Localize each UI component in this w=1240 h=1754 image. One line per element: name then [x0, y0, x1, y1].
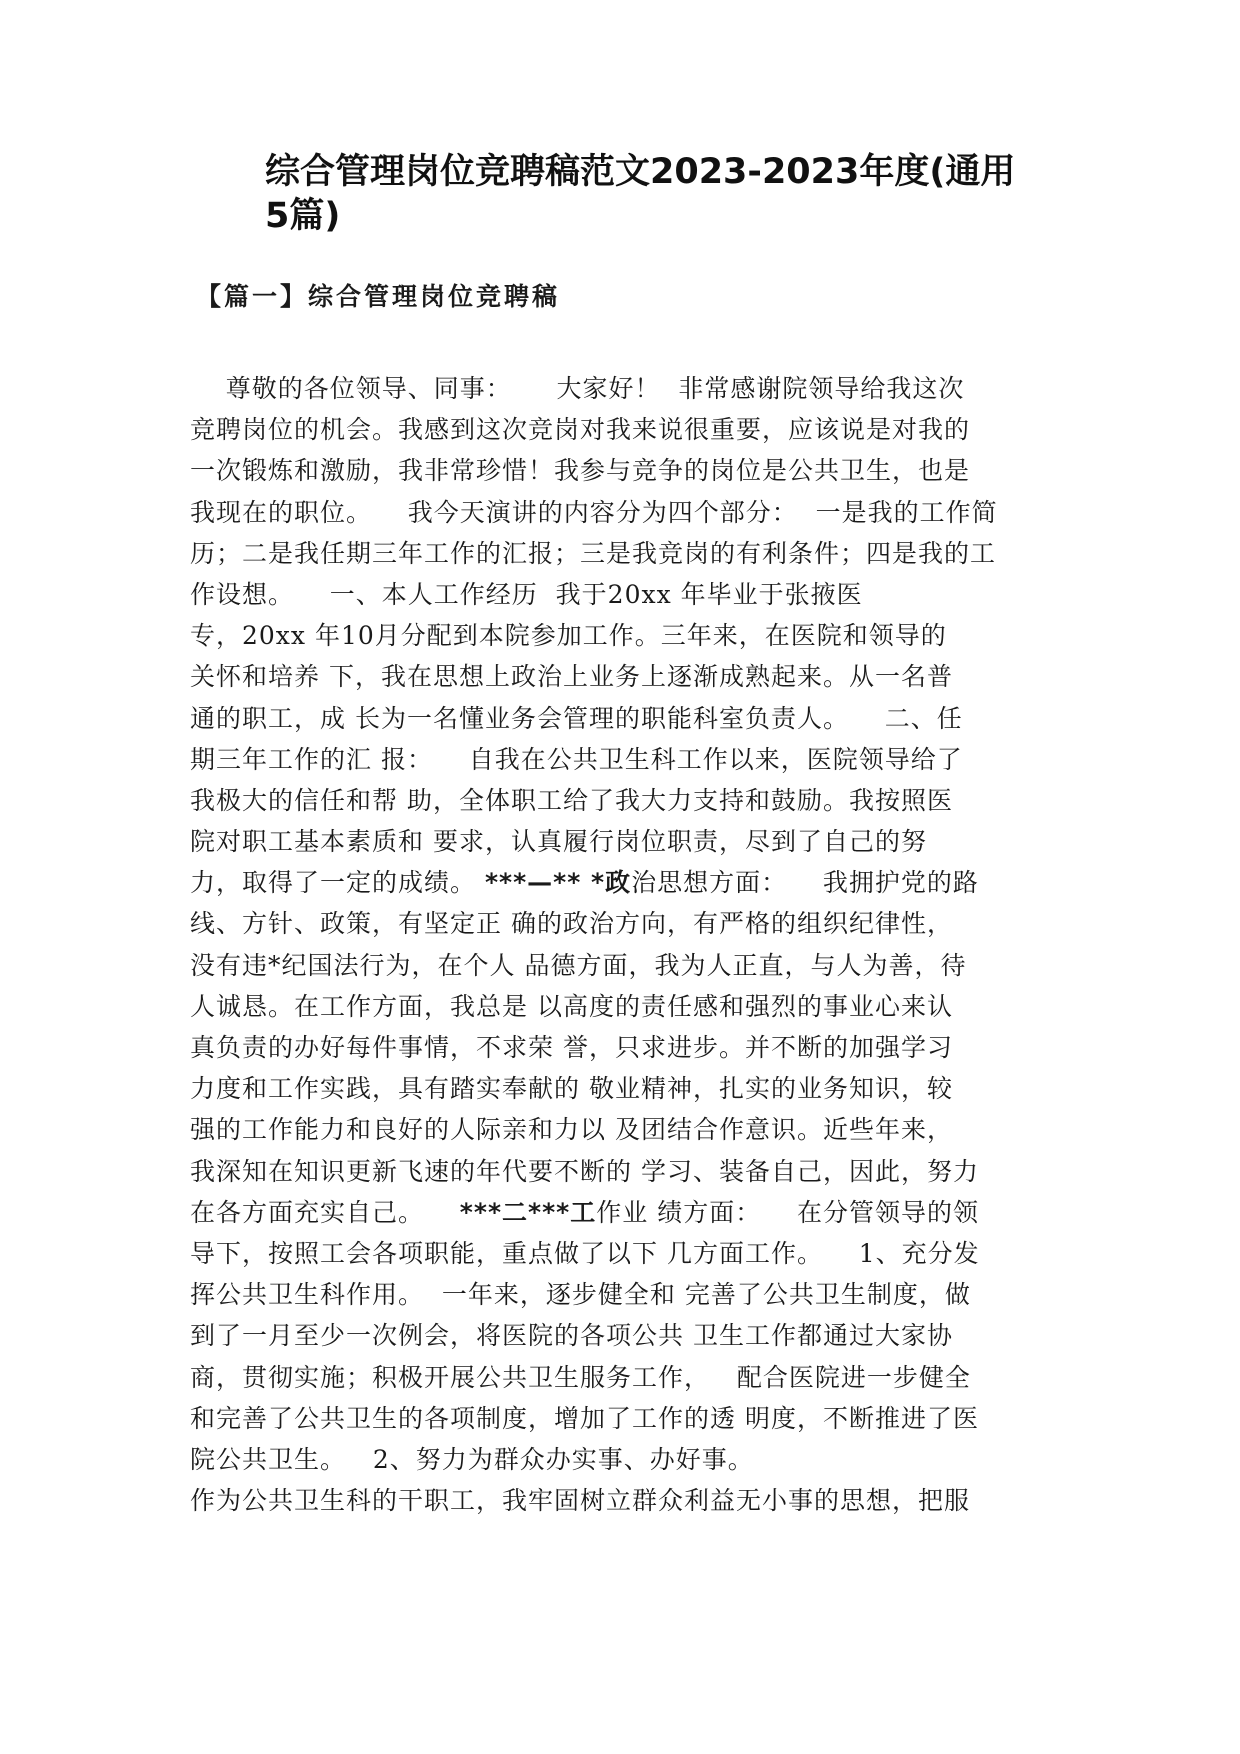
bold-marker: ***—** *政: [484, 868, 632, 898]
body-line: 人诚恳。在工作方面，我总是 以高度的责任感和强烈的事业心来认: [190, 991, 953, 1021]
body-line-part: 作业 绩方面： 在分管领导的领: [596, 1197, 979, 1227]
body-line: 力度和工作实践，具有踏实奉献的 敬业精神，扎实的业务知识，较: [190, 1074, 953, 1104]
body-line-mixed: [190, 1192, 1060, 1233]
body-line: 和完善了公共卫生的各项制度，增加了工作的透 明度，不断推进了医: [190, 1403, 979, 1433]
body-line: 我现在的职位。 我今天演讲的内容分为四个部分： 一是我的工作简: [190, 497, 998, 527]
body-line-mixed: [190, 862, 1060, 903]
bold-marker: ***二***工: [459, 1197, 597, 1227]
body-line: 真负责的办好每件事情，不求荣 誉，只求进步。并不断的加强学习: [190, 1033, 953, 1062]
body-line: 导下，按照工会各项职能，重点做了以下 几方面工作。 1、充分发: [190, 1238, 980, 1268]
body-text: [190, 368, 1060, 1521]
document-title: 综合管理岗位竞聘稿范文2023-2023年度(通用5篇): [265, 152, 1016, 236]
body-line: 作设想。 一、本人工作经历 我于20xx 年毕业于张掖医: [190, 579, 863, 609]
body-line: 没有违*纪国法行为，在个人 品德方面，我为人正直，与人为善，待: [190, 950, 967, 980]
body-line: 院对职工基本素质和 要求，认真履行岗位职责，尽到了自己的努: [190, 827, 927, 857]
body-line: 到了一月至少一次例会，将医院的各项公共 卫生工作都通过大家协: [190, 1321, 953, 1351]
body-line: 作为公共卫生科的干职工，我牢固树立群众利益无小事的思想，把服: [190, 1486, 971, 1516]
body-line: 我极大的信任和帮 助，全体职工给了我大力支持和鼓励。我按照医: [190, 785, 953, 815]
body-line: 强的工作能力和良好的人际亲和力以 及团结合作意识。近些年来，: [190, 1115, 953, 1145]
body-line: 院公共卫生。 2、努力为群众办实事、办好事。: [190, 1444, 754, 1474]
body-line: 一次锻炼和激励，我非常珍惜！我参与竞争的岗位是公共卫生，也是: [190, 456, 971, 486]
body-line: 挥公共卫生科作用。 一年来，逐步健全和 完善了公共卫生制度，做: [190, 1280, 971, 1310]
body-line: 尊敬的各位领导、同事： 大家好！ 非常感谢院领导给我这次: [190, 374, 965, 403]
body-line: 期三年工作的汇 报： 自我在公共卫生科工作以来，医院领导给了: [190, 744, 963, 774]
body-line: 商，贯彻实施；积极开展公共卫生服务工作， 配合医院进一步健全: [190, 1362, 971, 1392]
body-line: 通的职工，成 长为一名懂业务会管理的职能科室负责人。 二、任: [190, 703, 963, 733]
body-line: 我深知在知识更新飞速的年代要不断的 学习、装备自己，因此，努力: [190, 1156, 979, 1186]
body-line: 专，20xx 年10月分配到本院参加工作。三年来，在医院和领导的: [190, 621, 947, 651]
body-line: 关怀和培养 下，我在思想上政治上业务上逐渐成熟起来。从一名普: [190, 662, 953, 692]
section-heading: 【篇一】综合管理岗位竞聘稿: [196, 282, 561, 311]
body-line-part: 治思想方面： 我拥护党的路: [631, 868, 979, 898]
body-line: 竞聘岗位的机会。我感到这次竞岗对我来说很重要，应该说是对我的: [190, 415, 971, 445]
body-line-part: 在各方面充实自己。: [190, 1197, 460, 1227]
body-line: 历；二是我任期三年工作的汇报；三是我竞岗的有利条件；四是我的工: [190, 538, 997, 568]
body-line: 线、方针、政策，有坚定正 确的政治方向，有严格的组织纪律性，: [190, 909, 953, 939]
body-line-part: 力，取得了一定的成绩。: [190, 868, 485, 898]
